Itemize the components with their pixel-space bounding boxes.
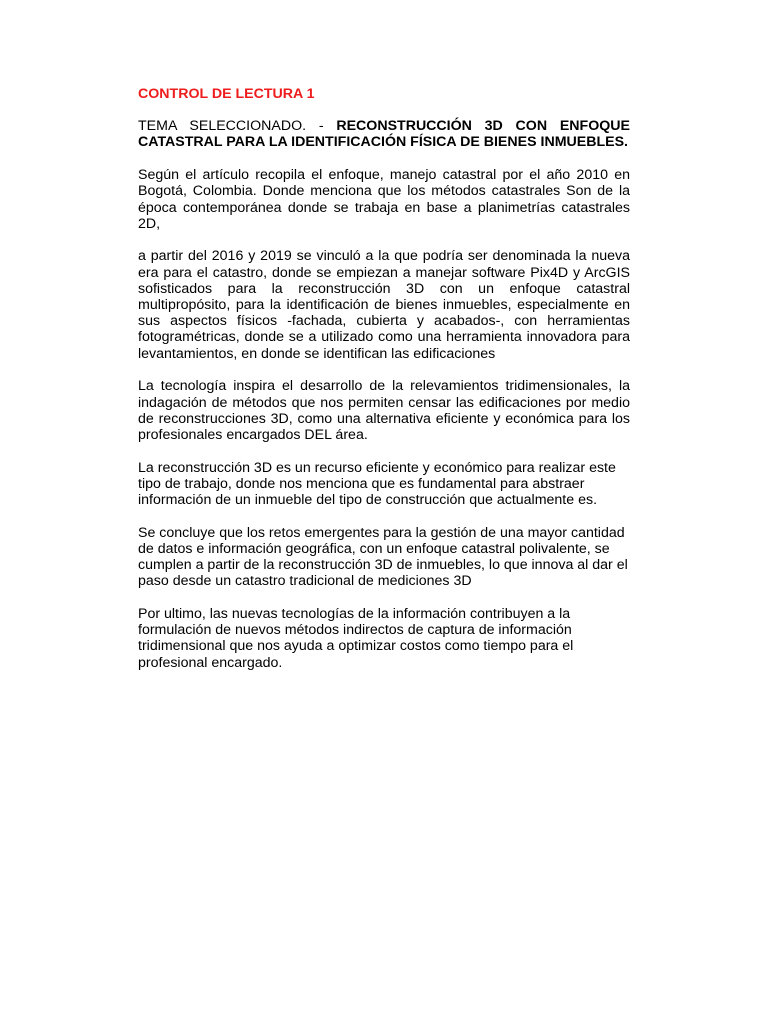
paragraph-2: a partir del 2016 y 2019 se vinculó a la que podría ser denominada la nueva era para el catastro, donde se empiezan a manejar software Pix4D y ArcGIS sofisticados para la reconstrucción 3D con un enfoque catastral multipropósito, para la identificación de bienes inmuebles, especialmente en sus aspectos físicos -fachada, cubierta y acabados-, con herramientas fotogramétricas, donde se a utilizado como una herramienta innovadora para levantamientos, en donde se identifican las edificaciones [138, 248, 630, 362]
paragraph-4: La reconstrucción 3D es un recurso eficiente y económico para realizar este tipo de trabajo, donde nos menciona que es fundamental para abstraer información de un inmueble del tipo de construcción que actualmente es. [138, 459, 616, 509]
paragraph-3: La tecnología inspira el desarrollo de la relevamientos tridimensionales, la indagación de métodos que nos permiten censar las edificaciones por medio de reconstrucciones 3D, como una alternativa eficiente y económica para los profesionales encargados DEL área. [138, 378, 630, 443]
paragraph-1: Según el artículo recopila el enfoque, manejo catastral por el año 2010 en Bogotá, Colombia. Donde menciona que los métodos catastrales Son de la época contemporánea donde se trabaja en base a planimetrías catastrales 2D, [138, 167, 630, 232]
topic-prefix: TEMA SELECCIONADO. - [138, 118, 337, 135]
topic-title: RECONSTRUCCIÓN 3D CON ENFOQUE CATASTRAL PARA LA IDENTIFICACIÓN FÍSICA DE BIENES INMUEBLES. [138, 118, 631, 151]
paragraph-6: Por ultimo, las nuevas tecnologías de la información contribuyen a la formulación de nuevos métodos indirectos de captura de información tridimensional que nos ayuda a optimizar costos como tiempo para el profesional encargado. [138, 606, 574, 671]
topic-line [138, 118, 630, 150]
document-heading: CONTROL DE LECTURA 1 [138, 86, 315, 102]
paragraph-5: Se concluye que los retos emergentes para la gestión de una mayor cantidad de datos e información geográfica, con un enfoque catastral polivalente, se cumplen a partir de la reconstrucción 3D de inmuebles, lo que innova al dar el paso desde un catastro tradicional de mediciones 3D [138, 524, 628, 590]
